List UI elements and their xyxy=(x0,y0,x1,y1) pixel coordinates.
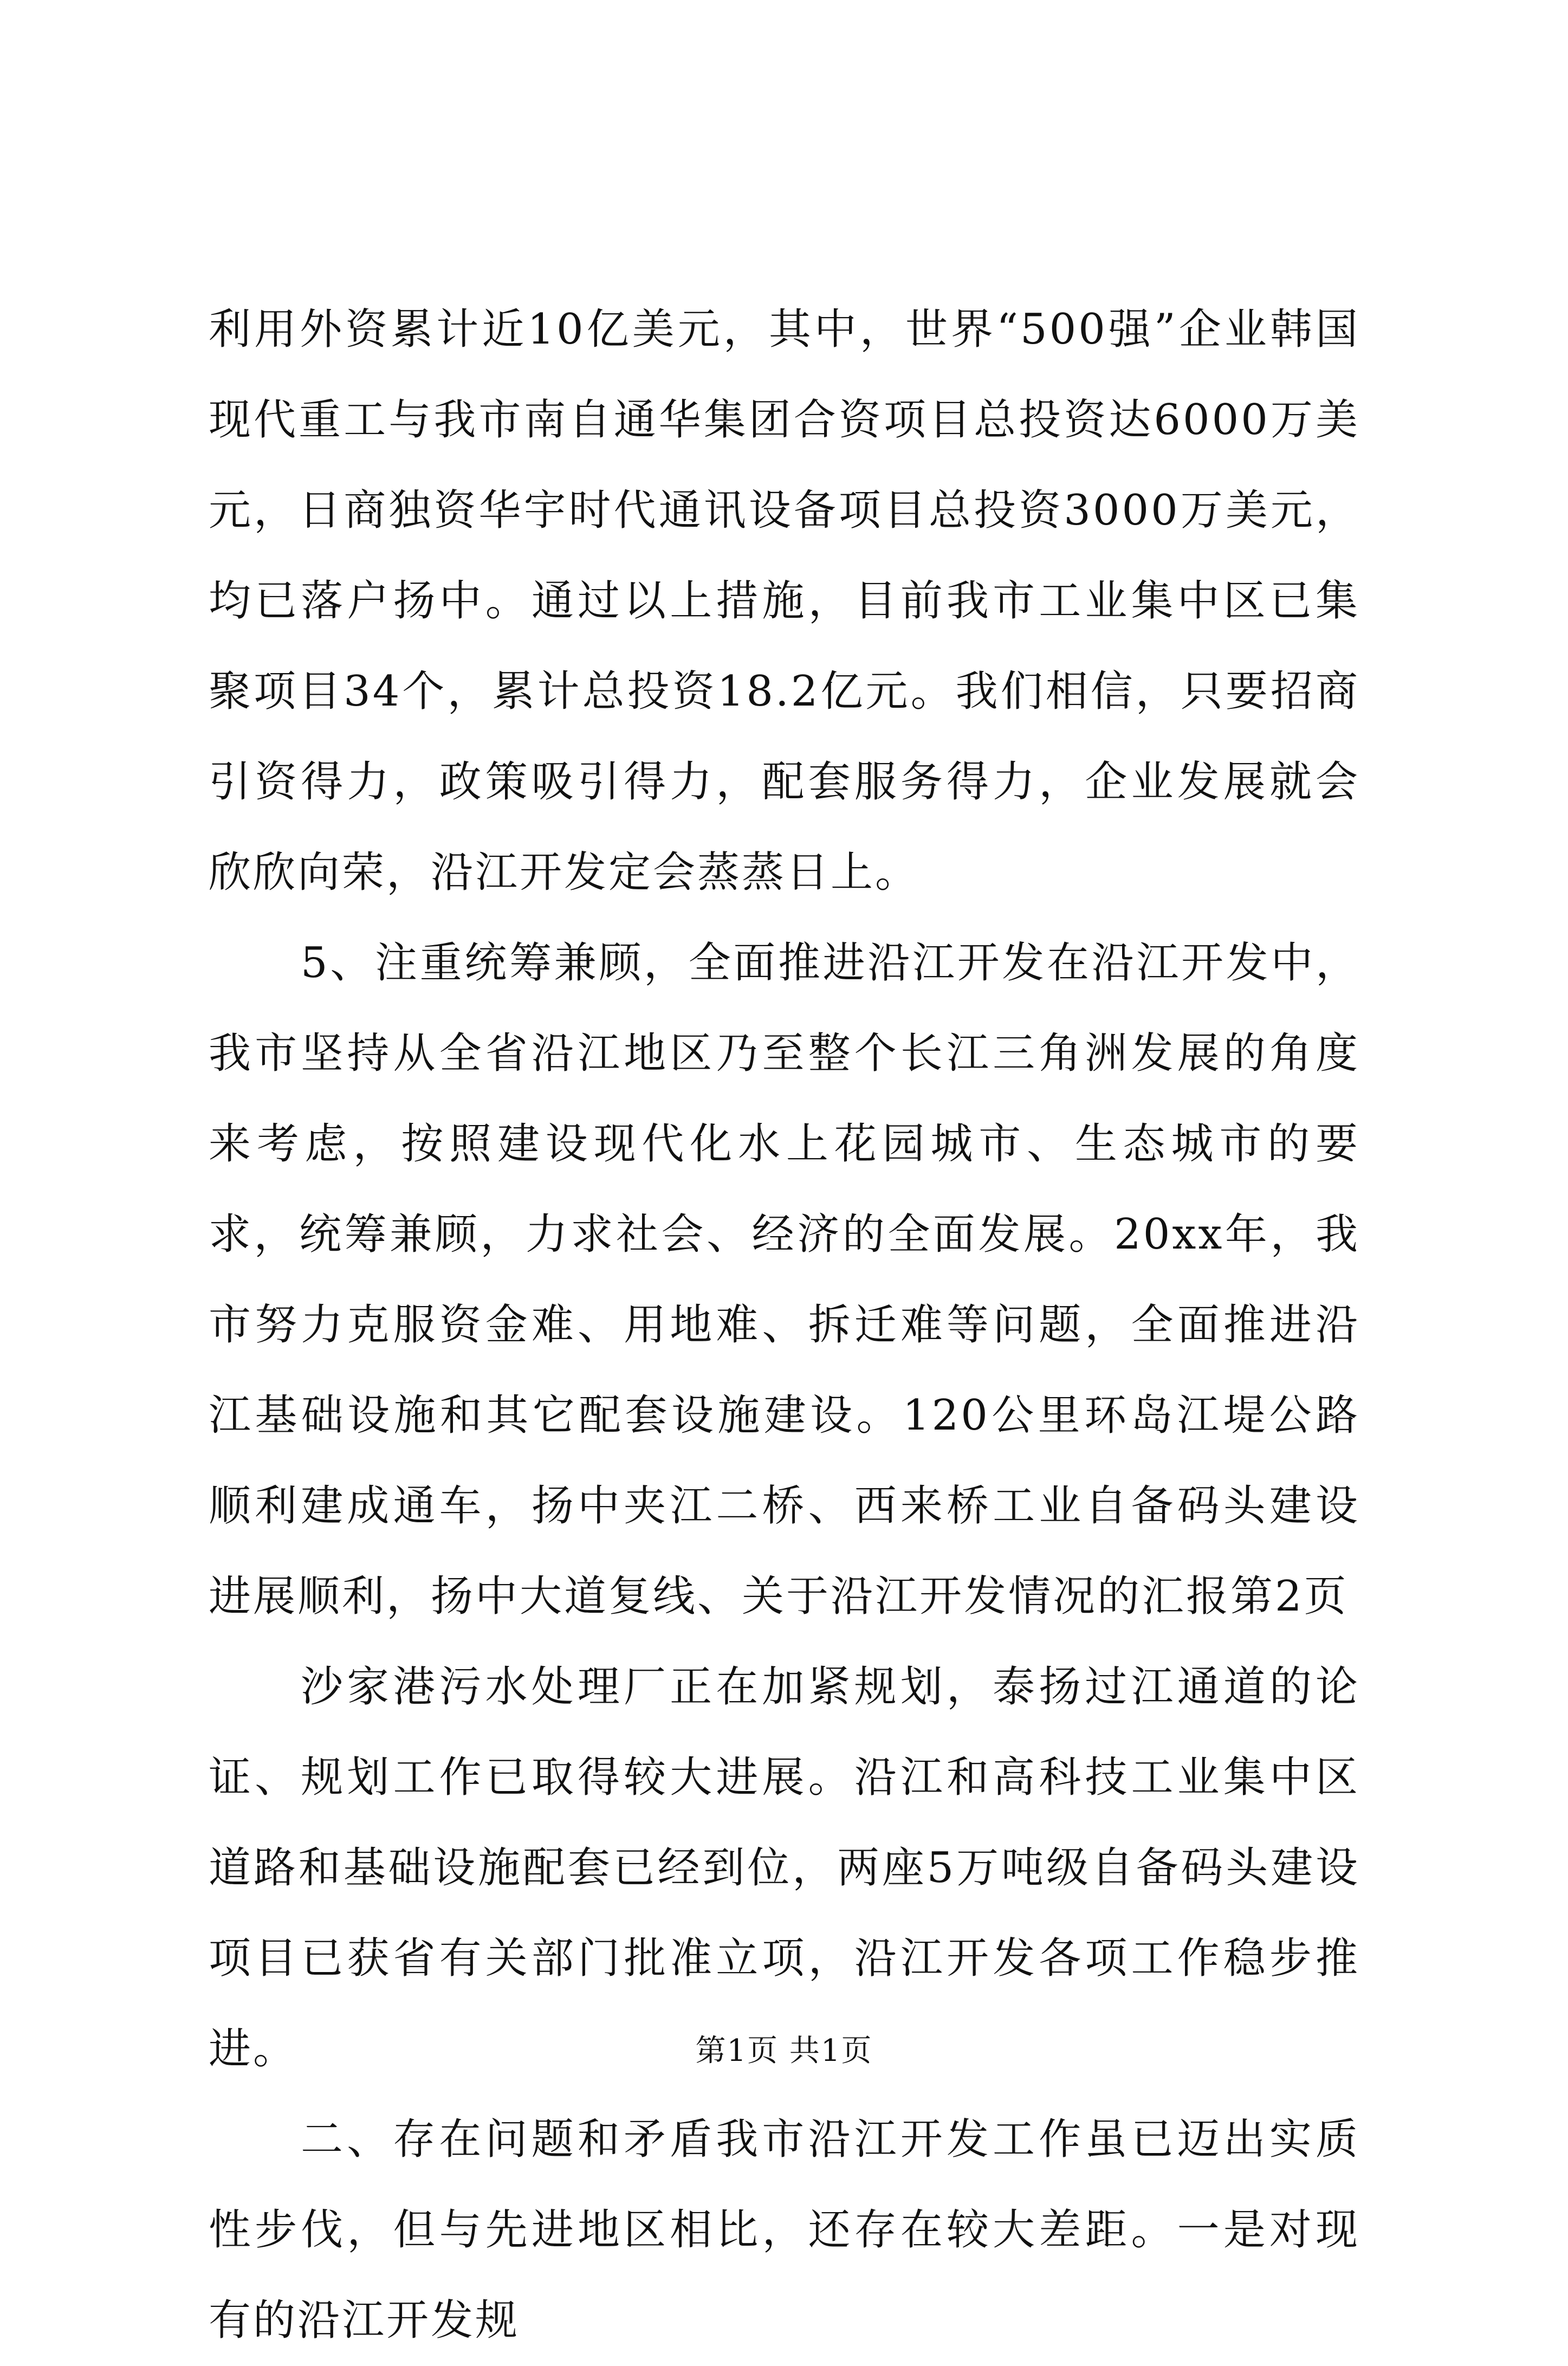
paragraph-section-5: 5、注重统筹兼顾，全面推进沿江开发在沿江开发中，我市坚持从全省沿江地区乃至整个长江三角洲发展的角度来考虑，按照建设现代化水上花园城市、生态城市的要求，统筹兼顾，力求社会、经济的全面发展。20xx年，我市努力克服资金难、用地难、拆迁难等问题，全面推进沿江基础设施和其它配套设施建设。120公里环岛江堤公路顺利建成通车，扬中夹江二桥、西来桥工业自备码头建设进展顺利，扬中大道复线、关于沿江开发情况的汇报第2页 xyxy=(209,939,1360,1621)
paragraph-continuation: 利用外资累计近10亿美元，其中，世界“500强”企业韩国现代重工与我市南自通华集团合资项目总投资达6000万美元，日商独资华宇时代通讯设备项目总投资3000万美元，均已落户扬中。通过以上措施，目前我市工业集中区已集聚项目34个，累计总投资18.2亿元。我们相信，只要招商引资得力，政策吸引得力，配套服务得力，企业发展就会欣欣向荣，沿江开发定会蒸蒸日上。 xyxy=(209,305,1360,897)
paragraph-sewage-plant: 沙家港污水处理厂正在加紧规划，泰扬过江通道的论证、规划工作已取得较大进展。沿江和高科技工业集中区道路和基础设施配套已经到位，两座5万吨级自备码头建设项目已获省有关部门批准立项，沿江开发各项工作稳步推进。 xyxy=(209,1663,1360,2073)
paragraph-section-2-problems: 二、存在问题和矛盾我市沿江开发工作虽已迈出实质性步伐，但与先进地区相比，还存在较大差距。一是对现有的沿江开发规 xyxy=(209,2115,1360,2345)
page-footer: 第1页 共1页 xyxy=(695,2033,873,2068)
